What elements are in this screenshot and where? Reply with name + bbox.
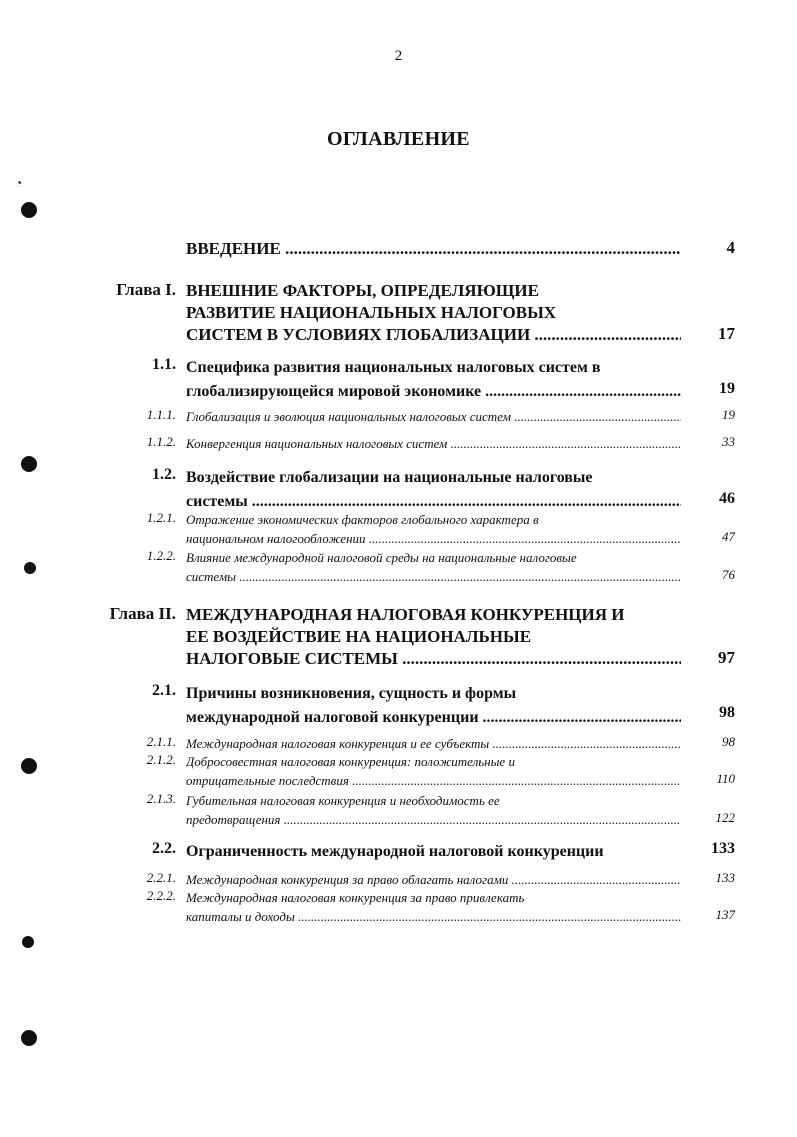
toc-entry-text: НАЛОГОВЫЕ СИСТЕМЫ ..... [186, 648, 681, 670]
toc-page-number: 110 [716, 771, 735, 786]
toc-page-number: 17 [718, 324, 735, 343]
scan-mark: ◔ [15, 176, 23, 190]
toc-entry-text: системы ..... [186, 490, 681, 514]
toc-entry-text: отрицательные последствия ..... [186, 771, 681, 790]
punch-hole [21, 1030, 37, 1046]
punch-hole [21, 456, 37, 472]
toc-entry-text: МЕЖДУНАРОДНАЯ НАЛОГОВАЯ КОНКУРЕНЦИЯ И [186, 605, 625, 624]
toc-page-number: 19 [719, 380, 735, 397]
toc-entry-text: Международная конкуренция за право облагать налогами ..... [186, 870, 681, 889]
toc-entry-text: международной налоговой конкуренции ..... [186, 706, 681, 730]
toc-section-number: 2.2.2. [146, 888, 176, 903]
toc-entry-text: СИСТЕМ В УСЛОВИЯХ ГЛОБАЛИЗАЦИИ ..... [186, 324, 681, 346]
toc-page-number: 98 [722, 734, 735, 749]
toc-entry-text: ВНЕШНИЕ ФАКТОРЫ, ОПРЕДЕЛЯЮЩИЕ [186, 281, 539, 300]
toc-entry-text: Специфика развития национальных налоговых систем в [186, 359, 601, 376]
toc-section-number: 1.1.1. [146, 407, 176, 422]
toc-entry-text: национальном налогообложении ..... [186, 529, 681, 548]
toc-page-number: 122 [715, 810, 735, 825]
toc-entry-text: Отражение экономических факторов глобального характера в [186, 512, 539, 527]
toc-page-number: 98 [719, 704, 735, 721]
toc-page-number: 133 [715, 870, 735, 885]
toc-section-number: 2.2. [152, 840, 176, 857]
punch-hole [21, 202, 37, 218]
toc-page-number: 47 [722, 529, 735, 544]
toc-entry-text: Добросовестная налоговая конкуренция: положительные и [186, 754, 515, 769]
toc-section-number: 1.2.2. [146, 548, 176, 563]
toc-section-number: 2.1. [152, 682, 176, 699]
toc-page-number: 76 [722, 567, 735, 582]
toc-entry-text: Влияние международной налоговой среды на национальные налоговые [186, 550, 577, 565]
toc-entry-text: РАЗВИТИЕ НАЦИОНАЛЬНЫХ НАЛОГОВЫХ [186, 303, 557, 322]
toc-page-number: 19 [722, 407, 735, 422]
toc-section-number: 1.1.2. [146, 434, 176, 449]
toc-entry-text: Международная налоговая конкуренция за право привлекать [186, 890, 525, 905]
toc-page-number: 137 [715, 907, 735, 922]
toc-entry-text: ВВЕДЕНИЕ ..... [186, 238, 681, 260]
toc-section-number: 2.1.1. [146, 734, 176, 749]
toc-entry-text: Глобализация и эволюция национальных налоговых систем ..... [186, 407, 681, 426]
toc-page-number: 4 [726, 238, 735, 257]
toc-section-number: 2.1.3. [146, 791, 176, 806]
toc-entry-text: глобализирующейся мировой экономике ..... [186, 380, 681, 404]
toc-section-number: 1.2. [152, 466, 176, 483]
toc-entry-text: Губительная налоговая конкуренция и необходимость ее [186, 793, 500, 808]
toc-entry-text: Воздействие глобализации на национальные налоговые [186, 469, 593, 486]
page-title: ОГЛАВЛЕНИЕ [327, 128, 470, 150]
toc-entry-text: Международная налоговая конкуренция и ее субъекты ..... [186, 734, 681, 753]
toc-section-number: 1.2.1. [146, 510, 176, 525]
toc-section-number: 2.2.1. [146, 870, 176, 885]
toc-entry-text: Причины возникновения, сущность и формы [186, 685, 517, 702]
toc-page-number: 133 [711, 840, 735, 857]
toc-entry-text: Ограниченность международной налоговой конкуренции [186, 843, 604, 860]
toc-entry-text: предотвращения ..... [186, 810, 681, 829]
page-number: 2 [394, 48, 403, 64]
toc-page-number: 97 [718, 648, 735, 667]
toc-page-number: 33 [722, 434, 735, 449]
toc-chapter-label: Глава II. [109, 604, 176, 623]
toc-chapter-label: Глава I. [116, 280, 176, 299]
toc-entry-text: капиталы и доходы ..... [186, 907, 681, 926]
toc-page-number: 46 [719, 490, 735, 507]
toc-section-number: 1.1. [152, 356, 176, 373]
toc-entry-text: ЕЕ ВОЗДЕЙСТВИЕ НА НАЦИОНАЛЬНЫЕ [186, 627, 532, 646]
punch-hole [24, 562, 36, 574]
toc-section-number: 2.1.2. [146, 752, 176, 767]
toc-entry-text: системы ..... [186, 567, 681, 586]
punch-hole [22, 936, 34, 948]
toc-entry-text: Конвергенция национальных налоговых систем ..... [186, 434, 681, 453]
punch-hole [21, 758, 37, 774]
